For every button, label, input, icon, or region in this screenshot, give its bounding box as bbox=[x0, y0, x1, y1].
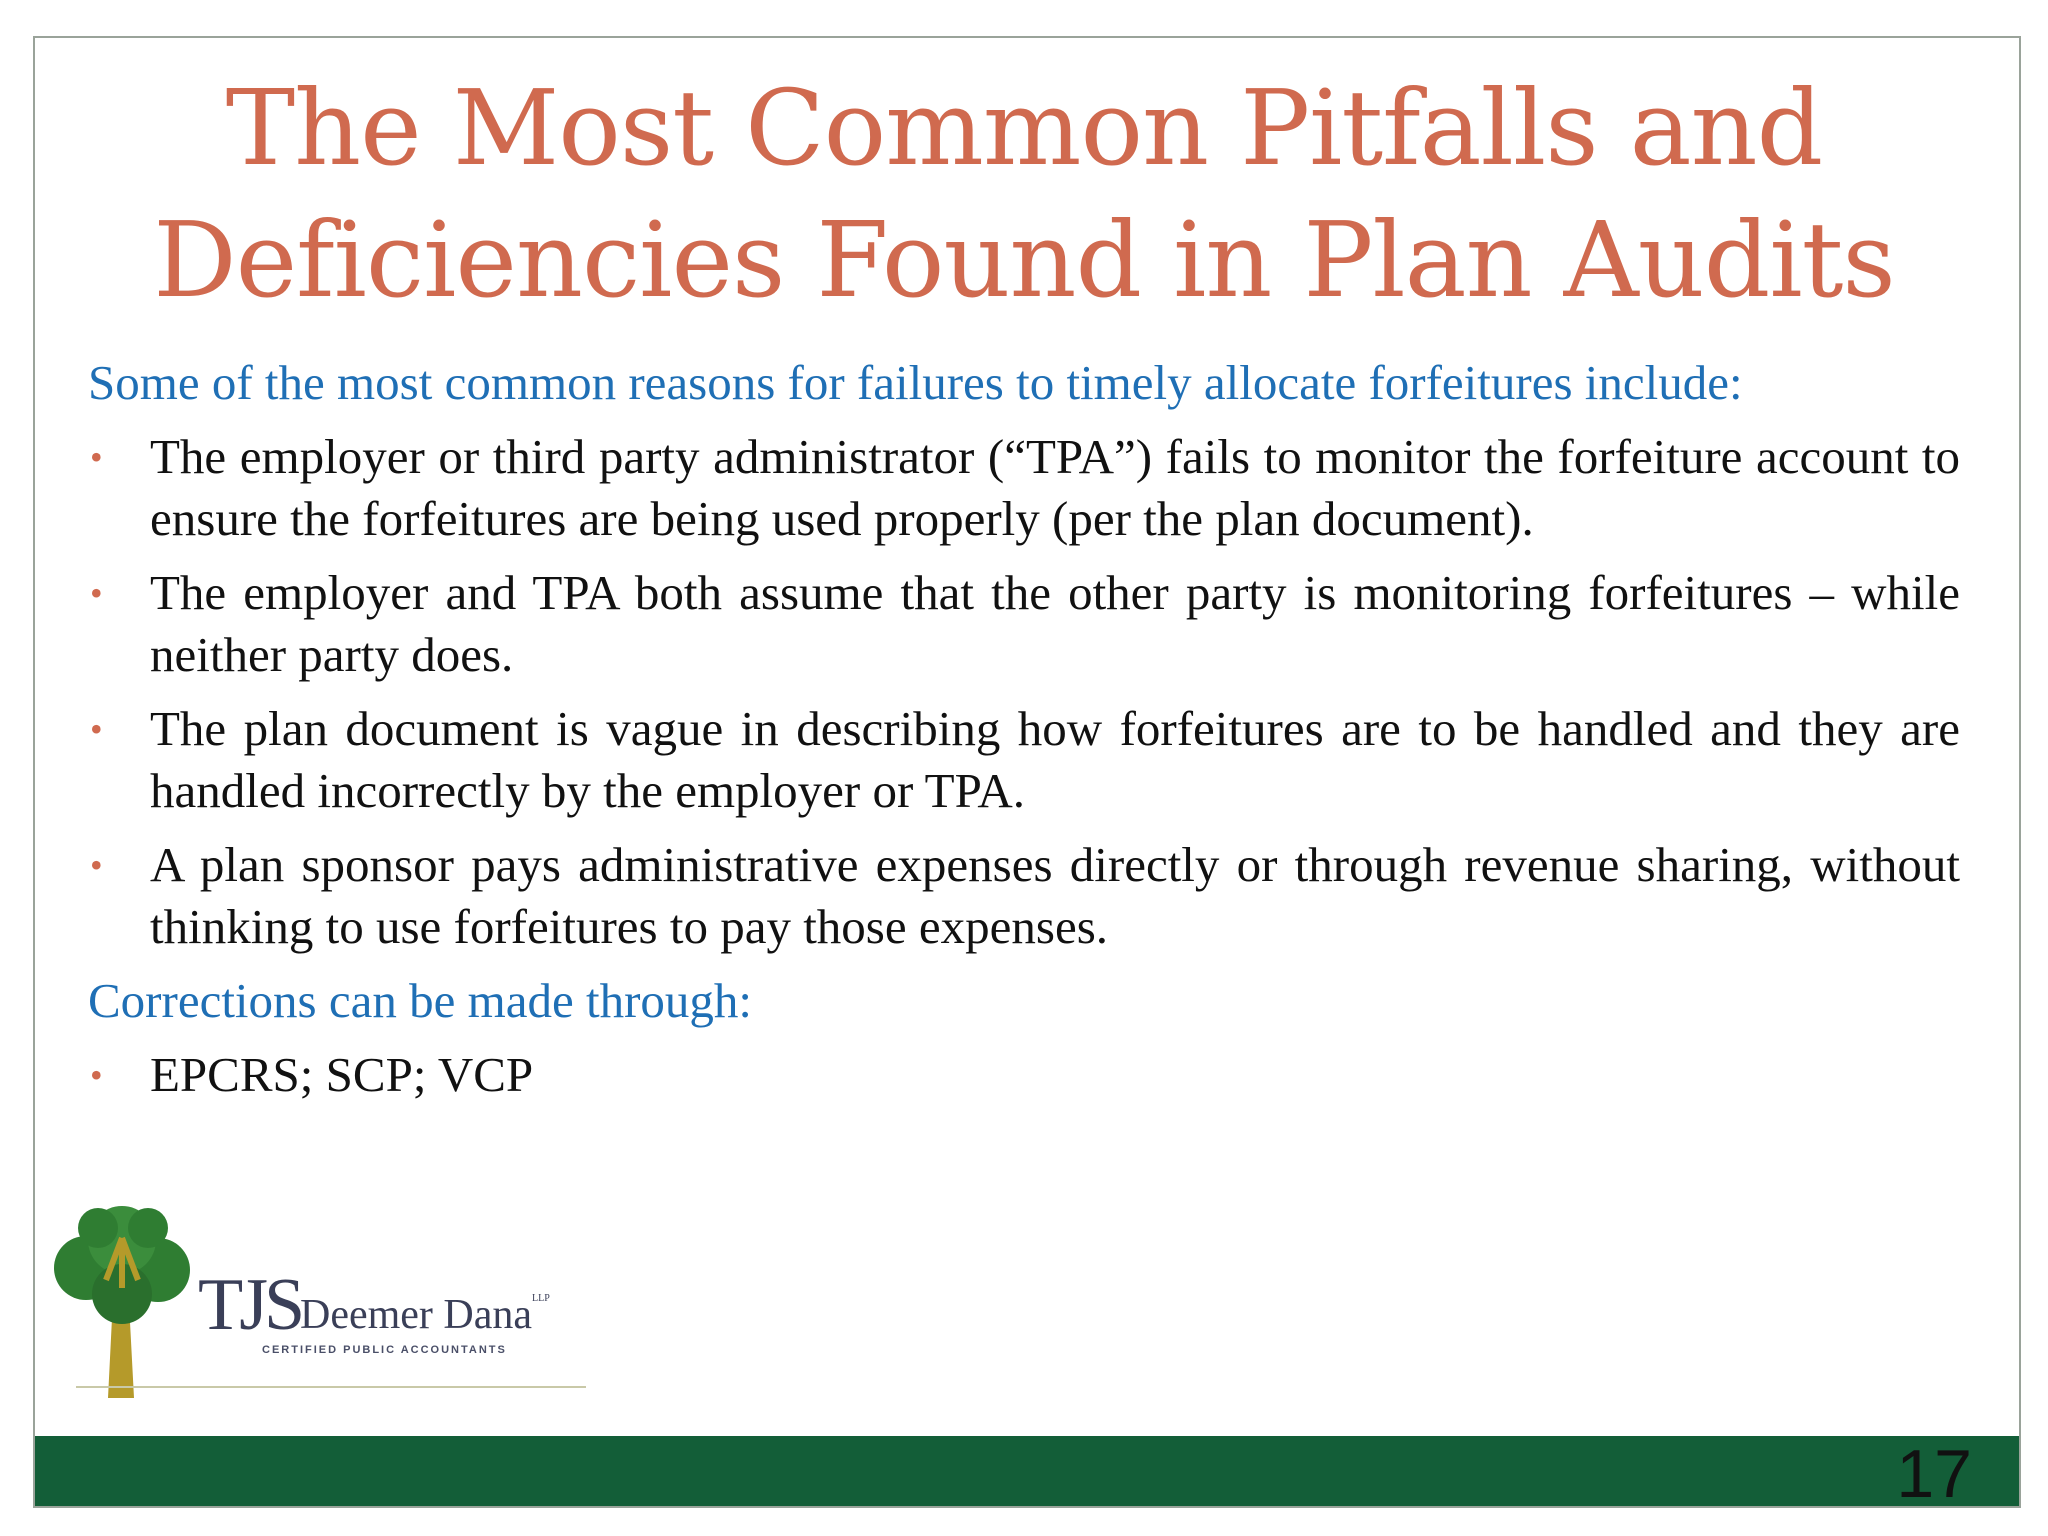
bullet-icon: • bbox=[90, 573, 103, 613]
title-line-2: Deficiencies Found in Plan Audits bbox=[153, 199, 1895, 321]
correction-text: EPCRS; SCP; VCP bbox=[150, 1047, 534, 1102]
bullet-icon: • bbox=[90, 845, 103, 885]
logo-tagline: CERTIFIED PUBLIC ACCOUNTANTS bbox=[262, 1344, 507, 1356]
logo-letters: TJS bbox=[198, 1264, 302, 1346]
reason-item bbox=[88, 698, 1960, 822]
reasons-list bbox=[88, 426, 1960, 958]
tree-icon bbox=[46, 1198, 196, 1398]
logo-firm-name bbox=[300, 1294, 550, 1336]
logo-underline bbox=[76, 1386, 586, 1388]
slide-body bbox=[88, 352, 1960, 1118]
title-line-1: The Most Common Pitfalls and bbox=[225, 67, 1823, 189]
logo-firm-suffix: LLP bbox=[532, 1293, 550, 1304]
intro-text: Some of the most common reasons for failures to timely allocate forfeitures include: bbox=[88, 355, 1743, 410]
page-number: 17 bbox=[1896, 1436, 1972, 1512]
corrections-list bbox=[88, 1044, 1960, 1106]
reason-text: The plan document is vague in describing how forfeitures are to be handled and they are handled incorrectly by the employer or TPA. bbox=[150, 701, 1960, 818]
reason-text: The employer or third party administrator (“TPA”) fails to monitor the forfeiture account to ensure the forfeitures are being used properly (per the plan document). bbox=[150, 429, 1960, 546]
bullet-icon: • bbox=[90, 1055, 103, 1095]
slide-title bbox=[0, 62, 2048, 326]
footer-bar bbox=[35, 1436, 2019, 1512]
reason-text: The employer and TPA both assume that the other party is monitoring forfeitures – while neither party does. bbox=[150, 565, 1960, 682]
reason-item bbox=[88, 426, 1960, 550]
logo-firm-name-text: Deemer Dana bbox=[300, 1292, 533, 1338]
reason-text: A plan sponsor pays administrative expenses directly or through revenue sharing, without thinking to use forfeitures to pay those expenses. bbox=[150, 837, 1960, 954]
reason-item bbox=[88, 562, 1960, 686]
corrections-heading: Corrections can be made through: bbox=[88, 973, 753, 1028]
company-logo bbox=[46, 1198, 586, 1398]
correction-item bbox=[88, 1044, 1960, 1106]
bullet-icon: • bbox=[90, 709, 103, 749]
bullet-icon: • bbox=[90, 437, 103, 477]
reason-item bbox=[88, 834, 1960, 958]
